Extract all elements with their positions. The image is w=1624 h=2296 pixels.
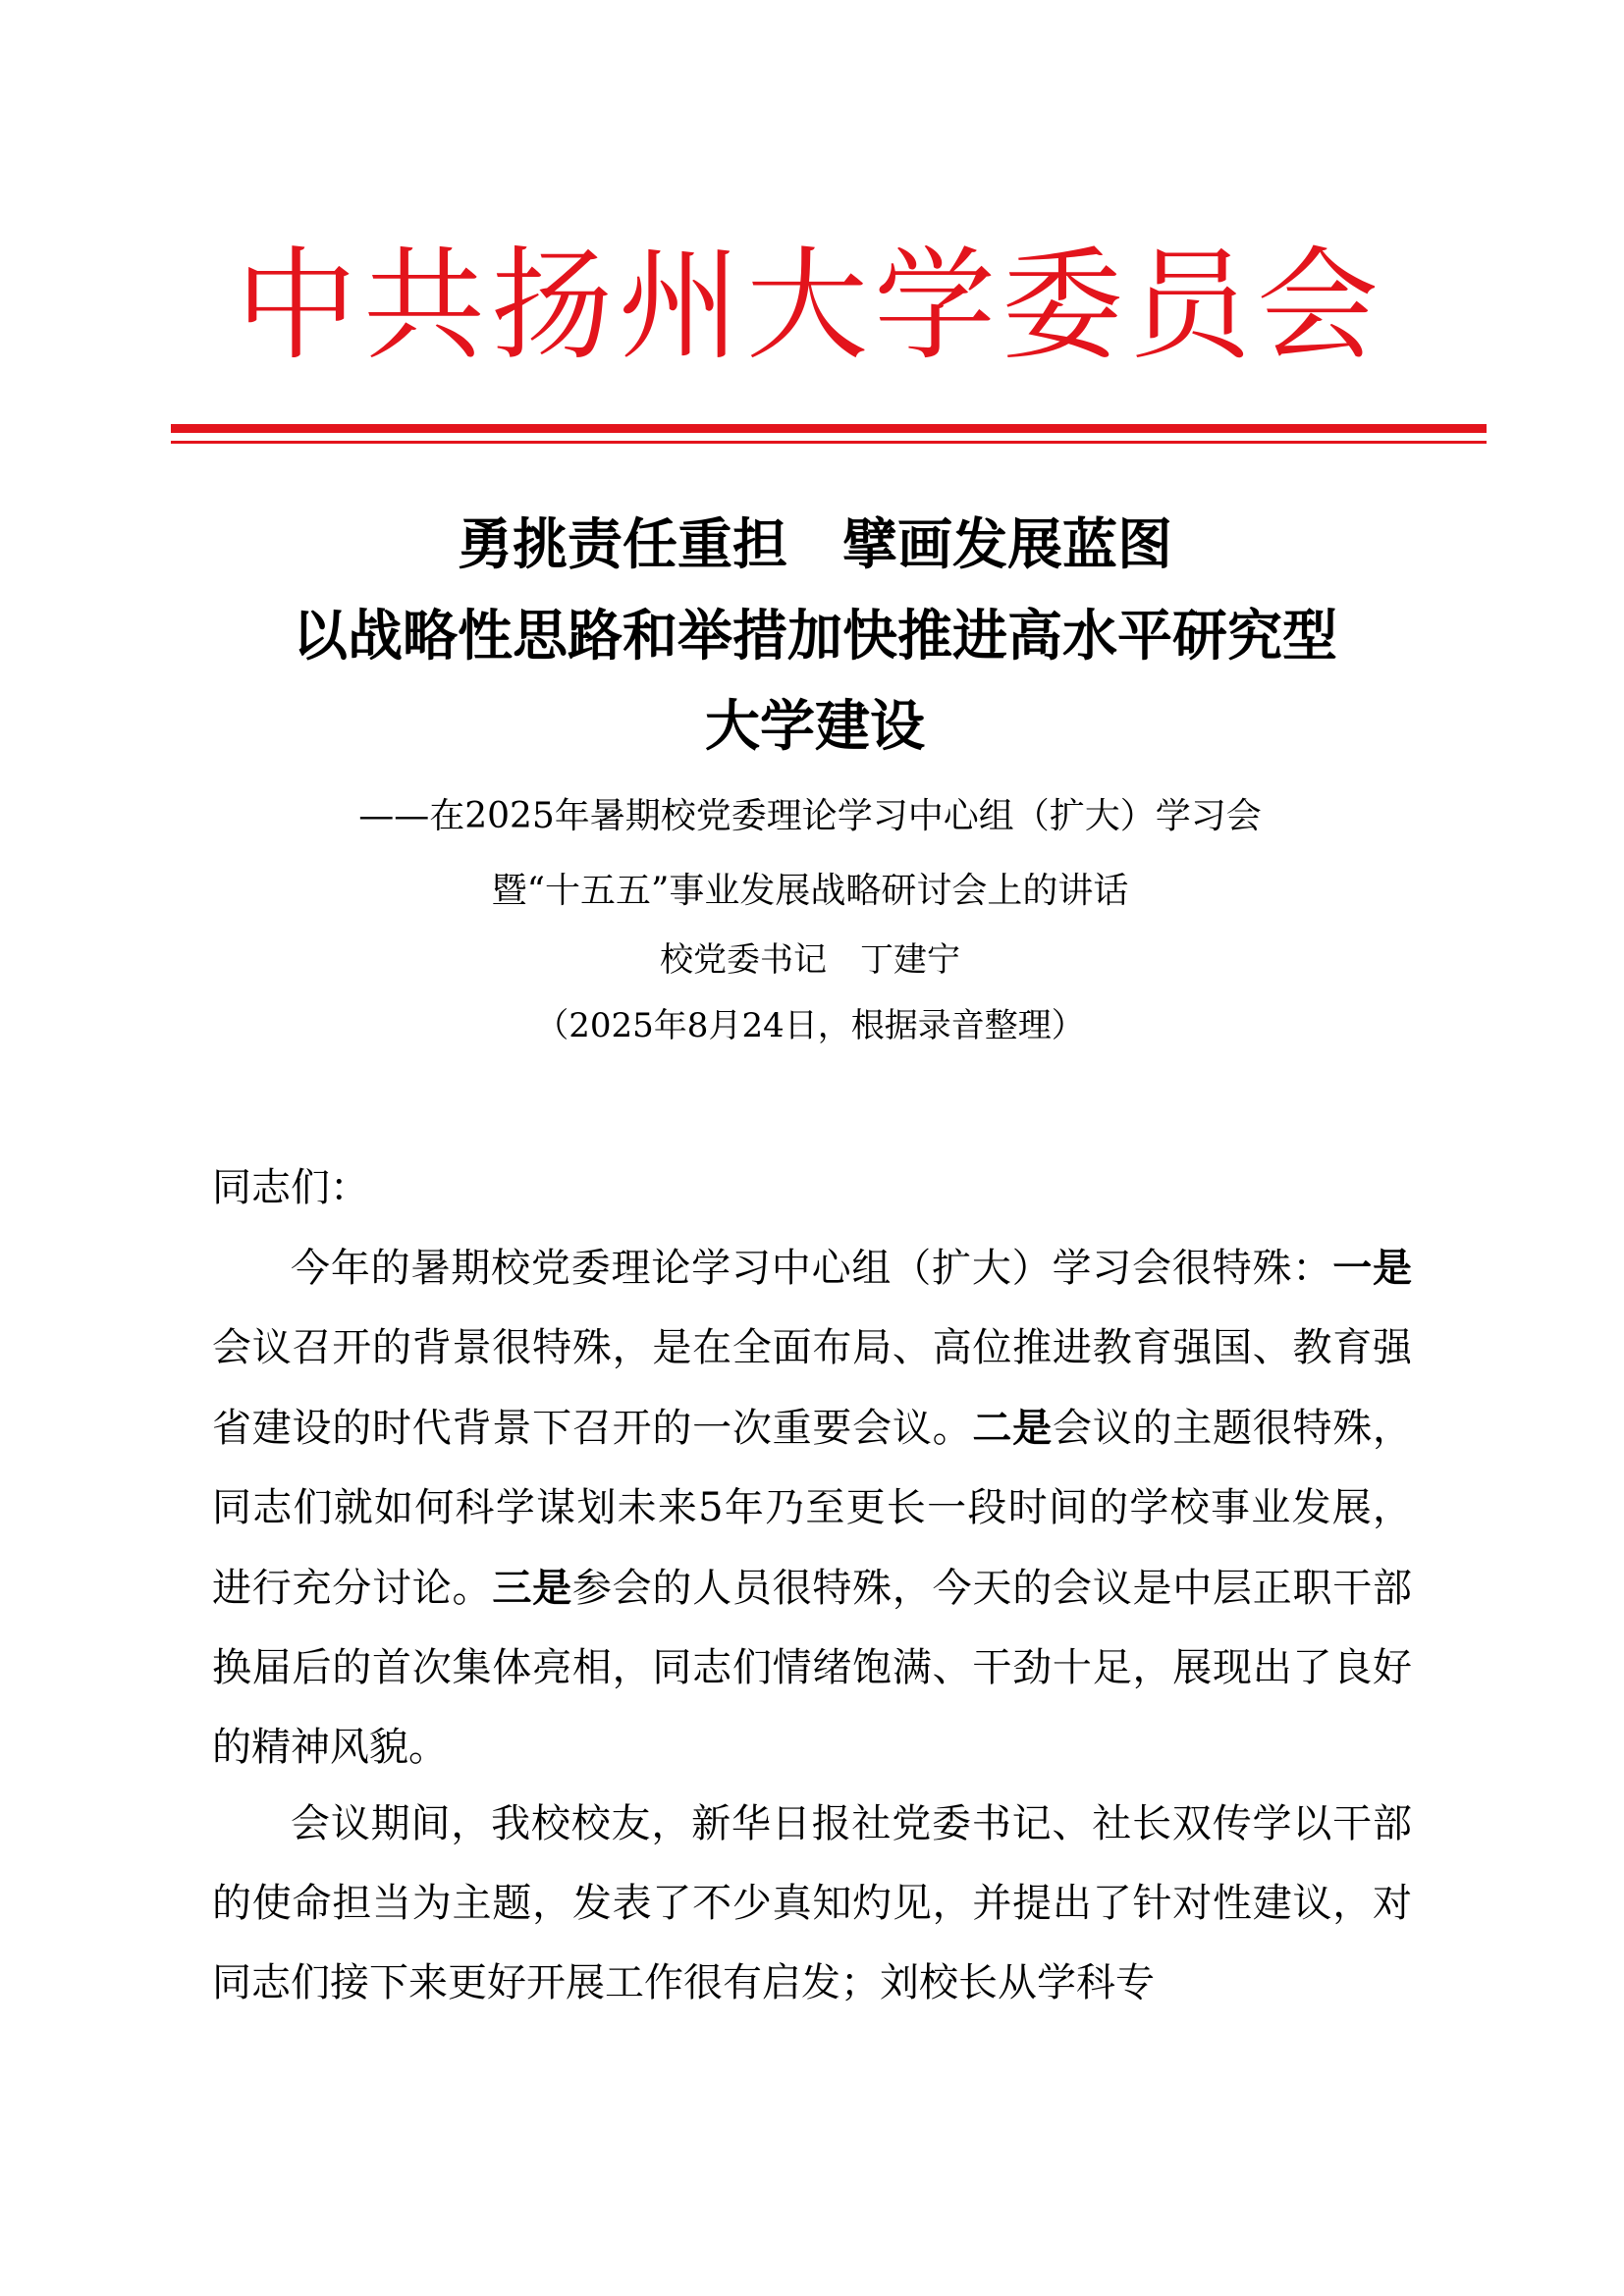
paragraph-2-text: 会议期间，我校校友，新华日报社党委书记、社长双传学以干部的使命担当为主题，发表了不少真知灼见，并提出了针对性建议，对同志们接下来更好开展工作很有启发；刘校长从学科专 [212,1801,1412,2005]
paragraph-1-point-1: 会议召开的背景很特殊，是在全面布局、高位推进教育强国、教育强省建设的时代背景下召开的一次重要会议。 [212,1325,1412,1451]
keyword-first: 一是 [1332,1245,1413,1291]
speaker-line: 校党委书记 丁建宁 [660,940,960,980]
keyword-second: 二是 [972,1405,1053,1451]
subtitle-line-2: 暨“十五五”事业发展战略研讨会上的讲话 [491,871,1129,911]
document-title-line-2: 以战略性思路和举措加快推进高水平研究型 [293,604,1337,668]
paragraph-1-intro: 今年的暑期校党委理论学习中心组（扩大）学习会很特殊： [291,1246,1333,1291]
masthead-rule-thick [171,424,1487,433]
paragraph-2 [212,1785,1412,2023]
paragraph-1-point-2: 会议的主题很特殊，同志们就如何科学谋划未来5年乃至更长一段时间的学校事业发展，进行充分讨论。 [212,1406,1413,1611]
paragraph-1 [212,1228,1412,1788]
masthead-title: 中共扬州大学委员会 [235,236,1384,377]
document-title-line-1: 勇挑责任重担 擘画发展蓝图 [458,512,1172,577]
paragraph-1-point-3: 参会的人员很特殊，今天的会议是中层正职干部换届后的首次集体亮相，同志们情绪饱满、干劲十足，展现出了良好的精神风貌。 [212,1566,1413,1770]
subtitle-line-1: ——在2025年暑期校党委理论学习中心组（扩大）学习会 [358,796,1262,836]
date-note: （2025年8月24日，根据录音整理） [535,1006,1085,1045]
masthead-rule-thin [171,441,1487,444]
keyword-third: 三是 [492,1565,572,1611]
document-title-line-3: 大学建设 [705,694,925,759]
greeting: 同志们： [212,1165,369,1210]
